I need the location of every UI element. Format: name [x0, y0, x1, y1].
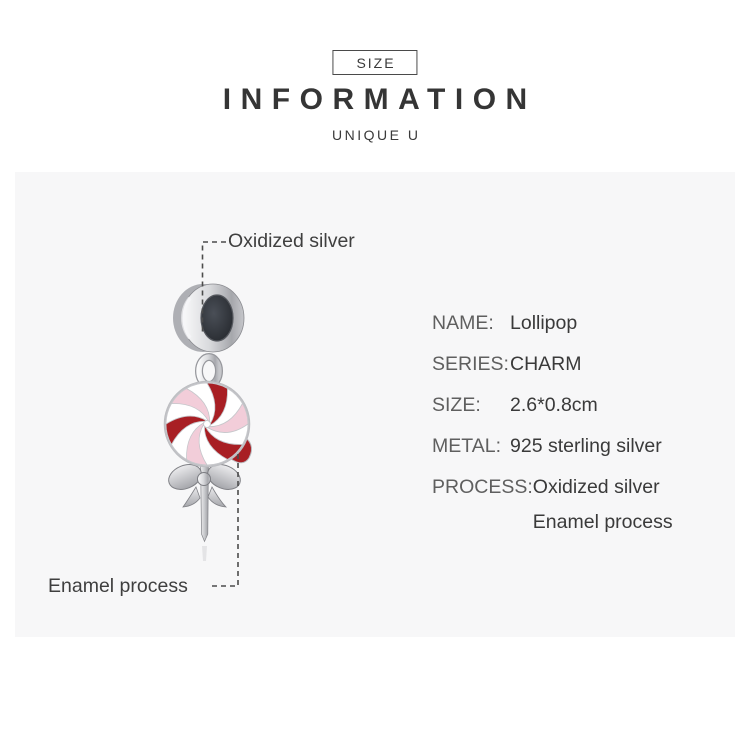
lollipop-charm-illustration	[140, 228, 270, 610]
lollipop-head-icon	[165, 382, 252, 467]
spec-value-line2: Enamel process	[532, 511, 673, 533]
spec-row-series	[432, 352, 673, 376]
spec-value: Lollipop	[510, 312, 578, 334]
spec-label: SIZE:	[432, 394, 481, 416]
oxidized-silver-callout-label: Oxidized silver	[228, 230, 355, 252]
size-badge: SIZE	[332, 50, 417, 75]
spec-label: NAME:	[432, 312, 494, 334]
spec-row-metal	[432, 434, 673, 458]
spec-list	[432, 311, 673, 551]
spec-value	[533, 475, 673, 534]
spec-label: PROCESS:	[432, 476, 533, 498]
spec-value: 925 sterling silver	[510, 435, 662, 457]
spec-label: SERIES:	[432, 353, 509, 375]
page-subtitle: UNIQUE U	[332, 127, 421, 143]
spec-row-process	[432, 475, 673, 534]
spec-label: METAL:	[432, 435, 501, 457]
spec-row-name	[432, 311, 673, 335]
enamel-process-callout-label: Enamel process	[48, 575, 188, 597]
stick-icon	[201, 455, 209, 561]
spec-value: CHARM	[510, 353, 582, 375]
spec-value-line1: Oxidized silver	[532, 476, 660, 498]
spec-row-size	[432, 393, 673, 417]
bail-icon	[173, 284, 244, 352]
spec-value: 2.6*0.8cm	[510, 394, 598, 416]
page-title: INFORMATION	[222, 83, 537, 116]
